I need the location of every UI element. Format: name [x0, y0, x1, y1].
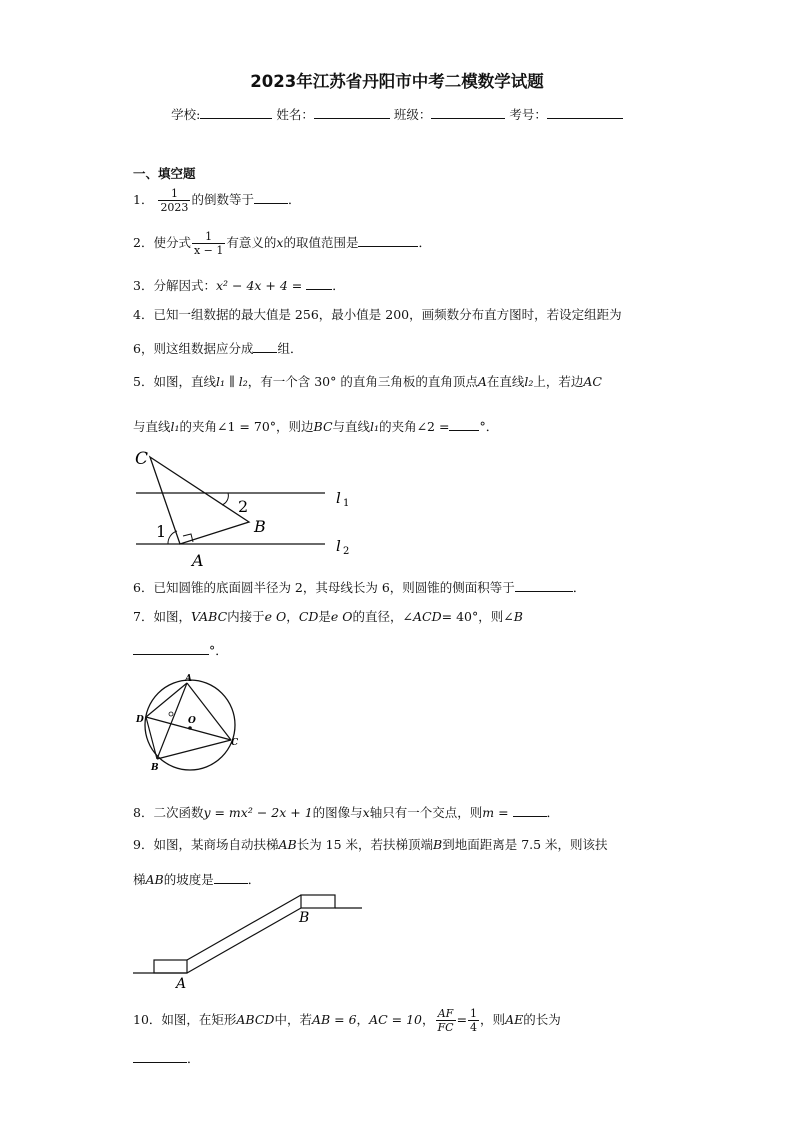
q8-post: 轴只有一个交点，则 — [369, 805, 483, 820]
exam-no-label: 考号： — [509, 107, 547, 122]
q5-l1l2: l₁ ∥ l₂ — [215, 374, 248, 389]
q5-g: 与直线 — [332, 419, 371, 434]
q2-mid: 有意义的 — [226, 235, 277, 250]
q2-frac-num: 1 — [192, 231, 225, 244]
q1-frac-num: 1 — [158, 188, 190, 201]
q2-number: 2． — [133, 235, 154, 250]
question-2 — [133, 231, 431, 256]
q5-f: 的夹角∠1 = 70°，则边 — [179, 419, 314, 434]
q7-ACD: ACD — [413, 609, 442, 624]
q9-answer-blank[interactable] — [214, 871, 248, 884]
q10-e: ，则 — [480, 1012, 506, 1027]
q10-AB: AB = 6 — [311, 1012, 357, 1027]
q9-b: 长为 15 米，若扶梯顶端 — [296, 837, 434, 852]
escalator-bottom-edge — [187, 908, 301, 973]
label-O: O — [188, 716, 196, 726]
q7-end: °． — [209, 643, 228, 658]
class-blank[interactable] — [431, 106, 505, 119]
question-4-line1: 4．已知一组数据的最大值是 256，最小值是 200，画频数分布直方图时，若设定组距为 — [133, 307, 622, 322]
figure-escalator — [130, 886, 370, 996]
q7-c: ， — [286, 609, 299, 624]
q8-end: ． — [546, 805, 560, 820]
q8-m: m = — [482, 805, 509, 820]
question-6 — [133, 579, 585, 595]
q8-expr: y = mx² − 2x + 1 — [203, 805, 313, 820]
label-B: B — [299, 910, 310, 926]
q10-AE: AE — [505, 1012, 524, 1027]
q1-fraction — [158, 188, 190, 213]
question-10-line2 — [133, 1050, 200, 1066]
q10-frac2-den: 4 — [470, 1021, 478, 1034]
q5-h: 的夹角∠2 = — [379, 419, 450, 434]
q7-CD: CD — [298, 609, 319, 624]
q5-l1b: l₁ — [370, 419, 380, 434]
label-B: B — [151, 763, 159, 773]
q7-b: 内接于 — [227, 609, 265, 624]
q10-d: ， — [421, 1012, 435, 1027]
q5-e: 与直线 — [133, 419, 171, 434]
q2-pre: 使分式 — [153, 235, 191, 250]
school-label: 学校: — [171, 107, 201, 122]
figure-inscribed-triangle-circle — [130, 670, 250, 782]
seg-BC — [157, 740, 231, 759]
question-9-line2 — [133, 871, 260, 887]
name-blank[interactable] — [314, 106, 390, 119]
q7-a: 7．如图， — [133, 609, 191, 624]
question-7-line1 — [133, 611, 523, 624]
class-label: 班级： — [393, 107, 432, 122]
q7-tri: VABC — [190, 609, 228, 624]
seg-DB — [146, 717, 157, 759]
small-mark — [169, 712, 173, 716]
q5-a: 5．如图，直线 — [133, 374, 216, 389]
section-heading: 一、填空题 — [133, 166, 196, 181]
label-l1-sub: 1 — [343, 498, 350, 509]
top-step — [301, 895, 335, 908]
q4-line2-pre: 6，则这组数据应分成 — [133, 341, 254, 356]
q9-AB2: AB — [145, 872, 164, 887]
question-5-line1 — [133, 376, 602, 389]
q6-text: 6．已知圆锥的底面圆半径为 2，其母线长为 6，则圆锥的侧面积等于 — [133, 580, 515, 595]
bottom-step — [154, 960, 187, 973]
q10-frac2-num: 1 — [470, 1007, 478, 1020]
question-9-line1 — [133, 839, 608, 852]
q9-e: 的坡度是 — [163, 872, 214, 887]
q7-e: 的直径，∠ — [352, 609, 414, 624]
q2-answer-blank[interactable] — [358, 234, 418, 247]
q8-mid: 的图像与 — [312, 805, 363, 820]
center-dot — [188, 726, 192, 730]
q5-A: A — [477, 374, 487, 389]
q6-end: ． — [572, 580, 586, 595]
label-C: C — [231, 738, 239, 748]
q1-frac-den: 2023 — [160, 201, 189, 214]
label-B: B — [254, 517, 266, 536]
q10-end: ． — [187, 1051, 200, 1066]
q7-B: B — [513, 609, 523, 624]
q8-pre: 8．二次函数 — [133, 805, 204, 820]
figure-parallel-lines-triangle — [130, 445, 360, 570]
school-blank[interactable] — [200, 106, 272, 119]
q10-b: 中，若 — [274, 1012, 312, 1027]
q7-d: 是 — [318, 609, 331, 624]
page-title: 2023年江苏省丹阳市中考二模数学试题 — [250, 72, 544, 91]
angle-2-arc — [222, 493, 228, 505]
question-1 — [133, 188, 300, 213]
question-5-line2 — [133, 418, 498, 434]
question-4-line2 — [133, 340, 302, 356]
name-label: 姓名： — [276, 107, 314, 122]
q3-expr: x² − 4x + 4 = — [215, 278, 303, 293]
q5-l2: l₂ — [524, 374, 534, 389]
question-3 — [133, 277, 345, 293]
exam-no-blank[interactable] — [547, 106, 623, 119]
q10-frac-den: FC — [437, 1021, 454, 1034]
question-8 — [133, 804, 559, 820]
q10-ABCD: ABCD — [236, 1012, 275, 1027]
q10-fraction-af-fc — [436, 1008, 456, 1033]
q1-text: 的倒数等于 — [191, 192, 254, 207]
q2-end: ． — [418, 235, 431, 250]
q10-c: ， — [356, 1012, 370, 1027]
student-info-line — [0, 106, 794, 122]
q8-answer-blank[interactable] — [513, 804, 547, 817]
label-l2: l — [336, 537, 341, 555]
question-7-line2 — [133, 642, 228, 658]
q5-AC: AC — [583, 374, 602, 389]
label-1: 1 — [156, 522, 167, 541]
q10-answer-blank[interactable] — [133, 1050, 187, 1063]
label-D: D — [136, 715, 144, 725]
question-10-line1 — [133, 1008, 561, 1033]
q1-end: ． — [287, 192, 301, 207]
q10-fraction-1-4 — [468, 1008, 479, 1033]
q3-end: ． — [332, 278, 345, 293]
q10-f: 的长为 — [523, 1012, 561, 1027]
label-C: C — [135, 449, 149, 469]
q4-answer-blank[interactable] — [253, 340, 277, 353]
q9-a: 9．如图，某商场自动扶梯 — [133, 837, 279, 852]
q1-number: 1． — [133, 192, 154, 207]
q10-AC: AC = 10 — [369, 1012, 422, 1027]
label-A: A — [185, 674, 192, 684]
q8-x: x — [362, 805, 370, 820]
q9-d: 梯 — [133, 872, 146, 887]
q2-fraction — [192, 231, 225, 256]
q7-circle-o: e O — [264, 609, 287, 624]
q10-eq: = — [456, 1012, 468, 1027]
q3-answer-blank[interactable] — [306, 277, 332, 290]
q5-BC: BC — [313, 419, 333, 434]
q10-a: 10．如图，在矩形 — [133, 1012, 237, 1027]
q2-post: 的取值范围是 — [283, 235, 359, 250]
q5-answer-blank[interactable] — [449, 418, 479, 431]
q5-i: °． — [479, 419, 499, 434]
q3-pre: 分解因式： — [153, 278, 216, 293]
seg-AC — [187, 683, 231, 740]
q6-answer-blank[interactable] — [515, 579, 573, 592]
q9-end: ． — [247, 872, 261, 887]
label-2: 2 — [238, 497, 249, 516]
q5-d: 上，若边 — [533, 374, 584, 389]
q1-answer-blank[interactable] — [254, 191, 288, 204]
q3-number: 3． — [133, 278, 154, 293]
q7-circle-o2: e O — [330, 609, 353, 624]
label-l1: l — [336, 489, 341, 507]
label-A: A — [176, 976, 187, 992]
label-A: A — [192, 551, 204, 570]
q10-frac-num: AF — [436, 1008, 456, 1021]
q4-line2-post: 组． — [277, 341, 303, 356]
q2-frac-den: x − 1 — [193, 244, 224, 257]
escalator-top-edge — [187, 895, 301, 960]
q9-AB: AB — [278, 837, 297, 852]
q5-b: ，有一个含 30° 的直角三角板的直角顶点 — [247, 374, 478, 389]
label-l2-sub: 2 — [343, 546, 350, 557]
q9-c: 到地面距离是 7.5 米，则该扶 — [442, 837, 608, 852]
q7-answer-blank[interactable] — [133, 642, 209, 655]
q7-f: = 40°，则∠ — [441, 609, 514, 624]
q5-l1: l₁ — [170, 419, 180, 434]
q9-B: B — [433, 837, 443, 852]
q2-var: x — [276, 235, 284, 250]
q5-c: 在直线 — [486, 374, 525, 389]
